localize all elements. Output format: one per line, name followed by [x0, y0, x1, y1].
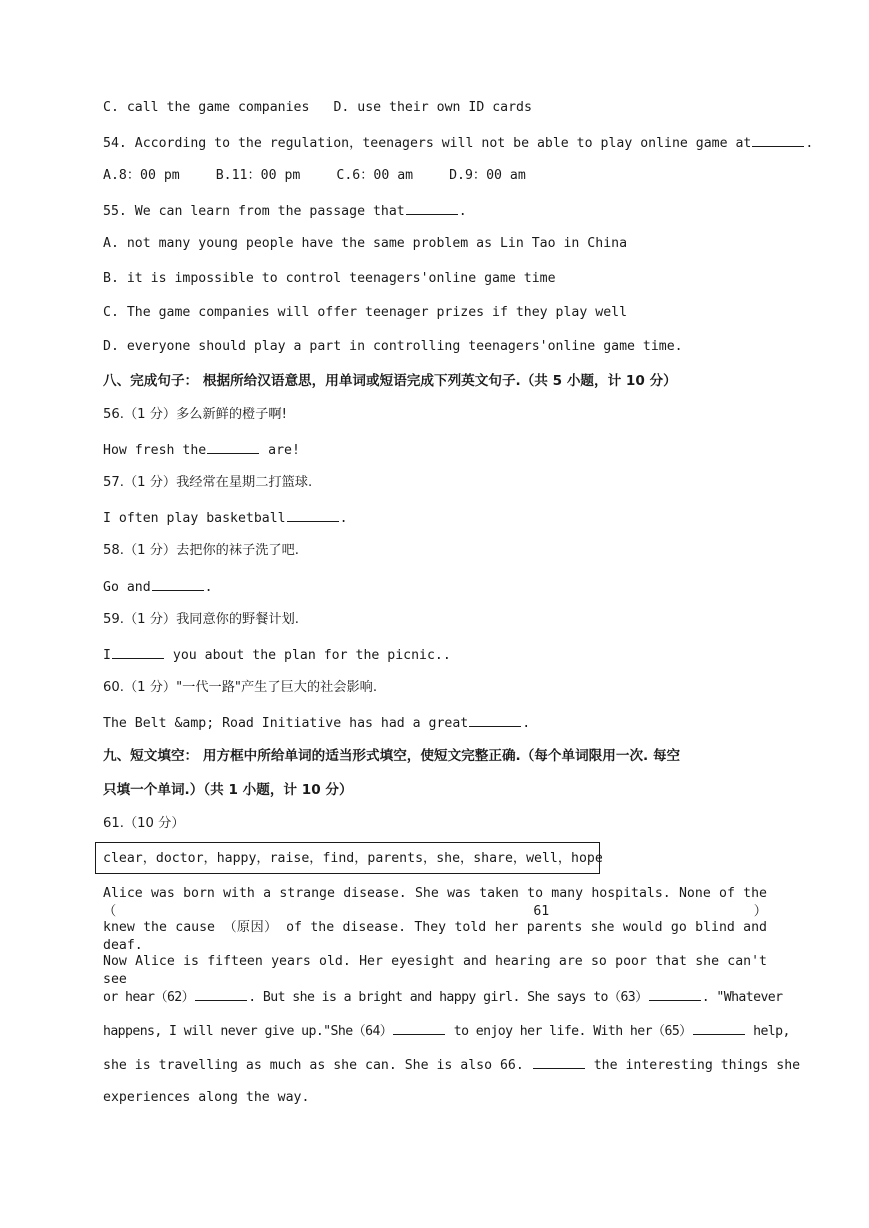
q61-blank-63 — [649, 987, 701, 1001]
q54-stem-text: 54. According to the regulation，teenagers will not be able to play online game at — [103, 136, 752, 151]
q57-blank — [287, 508, 339, 522]
q55-stem-text: 55. We can learn from the passage that — [103, 204, 405, 219]
q53-options-cd — [103, 99, 767, 117]
q61-text-62-before: or hear（62） — [103, 990, 195, 1005]
q55-option-c: C. The game companies will offer teenager prizes if they play well — [103, 305, 628, 320]
q61-text-63-after: . "Whatever — [701, 990, 783, 1005]
q60-answer — [103, 713, 767, 733]
q54-option-b: B.11：00 pm — [215, 168, 301, 183]
q61-blank-64 — [393, 1021, 445, 1035]
q55-option-a: A. not many young people have the same problem as Lin Tao in China — [103, 236, 628, 251]
q60-answer-end: . — [522, 716, 531, 731]
q61-blank-66 — [533, 1055, 585, 1069]
q58-answer-end: . — [204, 580, 213, 595]
q56-answer-end: are! — [260, 443, 300, 458]
q61-text-65-before: to enjoy her life. With her（65） — [446, 1024, 692, 1039]
q61-passage-line-3: Now Alice is fifteen years old. Her eyesight and hearing are so poor that she can't see — [103, 954, 767, 987]
q61-passage-line-2: knew the cause （原因） of the disease. They told her parents she would go blind and deaf. — [103, 920, 767, 953]
q54-option-a: A.8：00 pm — [103, 168, 180, 183]
q54-blank — [752, 133, 804, 147]
section-8-heading: 八、完成句子： 根据所给汉语意思，用单词或短语完成下列英文句子.（共 5 小题，计 10 分） — [103, 373, 677, 389]
q57-answer-start: I often play basketball — [103, 511, 286, 526]
q56-prompt: 56.（1 分）多么新鲜的橙子啊! — [103, 407, 287, 422]
q61-passage-line-7: experiences along the way. — [103, 1090, 310, 1105]
q60-answer-start: The Belt &amp; Road Initiative has had a great — [103, 716, 469, 731]
q57-answer-end: . — [339, 511, 348, 526]
q61-text-63-before: . But she is a bright and happy girl. She says to（63） — [248, 990, 648, 1005]
q61-passage-line-4 — [103, 987, 783, 1007]
q61-passage-line-6 — [103, 1055, 801, 1075]
q58-answer-start: Go and — [103, 580, 151, 595]
q61-passage-line-5 — [103, 1021, 790, 1041]
q58-blank — [152, 577, 204, 591]
q61-passage-line-1: Alice was born with a strange disease. She was taken to many hospitals. None of the（ 61） — [103, 886, 767, 919]
q59-prompt: 59.（1 分）我同意你的野餐计划. — [103, 612, 299, 627]
q56-answer — [103, 440, 767, 460]
q61-word-box — [95, 842, 603, 874]
q57-answer — [103, 508, 767, 528]
q59-answer — [103, 645, 767, 665]
q61-label: 61.（10 分） — [103, 816, 185, 831]
q55-stem-end: . — [458, 204, 467, 219]
q60-prompt: 60.（1 分）"一代一路"产生了巨大的社会影响. — [103, 680, 378, 695]
q61-word-list: clear，doctor，happy，raise，find，parents，she，share，well，hope — [103, 851, 603, 866]
q61-blank-65 — [693, 1021, 745, 1035]
q59-answer-end: you about the plan for the picnic.. — [164, 648, 451, 663]
q54-stem-end: . — [805, 136, 814, 151]
q61-text-66-before: she is travelling as much as she can. She is also 66. — [103, 1058, 532, 1073]
q54-options — [103, 167, 767, 185]
q61-text-66-after: the interesting things she — [585, 1058, 801, 1073]
q56-blank — [207, 440, 259, 454]
q53-option-c: C. call the game companies — [103, 100, 310, 115]
q54-option-d: D.9：00 am — [449, 168, 526, 183]
q55-stem — [103, 201, 767, 221]
q55-blank — [406, 201, 458, 215]
q61-blank-62 — [195, 987, 247, 1001]
q59-answer-start: I — [103, 648, 111, 663]
q54-stem — [103, 133, 814, 153]
q54-option-c: C.6：00 am — [336, 168, 414, 183]
section-9-heading-line2: 只填一个单词.）（共 1 小题，计 10 分） — [103, 782, 353, 798]
q58-prompt: 58.（1 分）去把你的袜子洗了吧. — [103, 543, 299, 558]
q57-prompt: 57.（1 分）我经常在星期二打篮球. — [103, 475, 313, 490]
q53-option-d: D. use their own ID cards — [333, 100, 532, 115]
q59-blank — [112, 645, 164, 659]
q61-text-64-before: happens, I will never give up."She（64） — [103, 1024, 393, 1039]
q60-blank — [469, 713, 521, 727]
q55-option-d: D. everyone should play a part in controlling teenagers'online game time. — [103, 339, 683, 354]
section-9-heading-line1: 九、短文填空： 用方框中所给单词的适当形式填空，使短文完整正确.（每个单词限用一次. 每空 — [103, 748, 681, 764]
q58-answer — [103, 577, 767, 597]
q55-option-b: B. it is impossible to control teenagers'online game time — [103, 271, 556, 286]
q61-text-65-after: help, — [745, 1024, 790, 1039]
q56-answer-start: How fresh the — [103, 443, 207, 458]
